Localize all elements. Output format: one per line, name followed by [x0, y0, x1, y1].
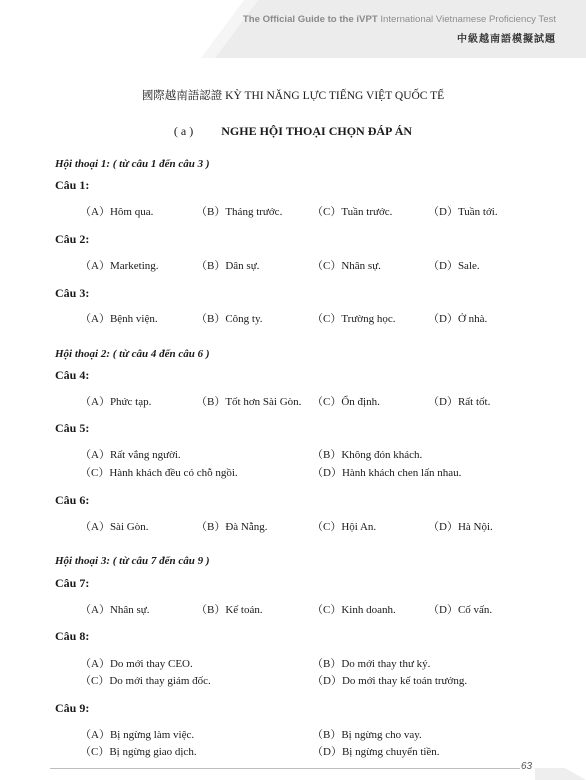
answer-option: （A）Phức tạp. — [80, 396, 152, 408]
answer-option: （B）Dân sự. — [196, 260, 260, 272]
answer-option: （D）Do mới thay kế toán trưởng. — [312, 675, 468, 687]
answer-option: （C）Ổn định. — [312, 396, 380, 408]
answer-option: （D）Tuần tới. — [428, 206, 498, 218]
page-number: 63 — [521, 761, 533, 772]
answer-option: （D）Cố vấn. — [428, 604, 493, 616]
section-name: NGHE HỘI THOẠI CHỌN ĐÁP ÁN — [221, 124, 413, 138]
question-label: Câu 2: — [55, 232, 90, 246]
question-label: Câu 8: — [55, 629, 90, 643]
dialogue-heading: Hội thoại 2: ( từ câu 4 đến câu 6 ) — [55, 348, 210, 360]
answer-option: （D）Bị ngừng chuyển tiền. — [312, 746, 440, 758]
answer-option: （B）Tháng trước. — [196, 206, 283, 218]
answer-option: （D）Hà Nội. — [428, 521, 493, 533]
answer-option: （C）Trường học. — [312, 313, 396, 325]
answer-option: （B）Kế toán. — [196, 604, 263, 616]
question-label: Câu 6: — [55, 493, 90, 507]
answer-option: （C）Hành khách đều có chỗ ngồi. — [80, 467, 238, 479]
answer-option: （B）Đà Nẵng. — [196, 521, 268, 533]
section-letter: ( a ) — [173, 124, 194, 138]
answer-option: （A）Nhân sự. — [80, 604, 150, 616]
exam-title: 國際越南語認證 KỲ THI NĂNG LỰC TIẾNG VIỆT QUỐC TẾ — [141, 90, 445, 102]
answer-option: （C）Kinh doanh. — [312, 604, 396, 616]
answer-option: （B）Không đón khách. — [312, 449, 423, 461]
answer-option: （C）Do mới thay giám đốc. — [80, 675, 211, 687]
footer-divider — [50, 768, 520, 769]
answer-option: （C）Nhân sự. — [312, 260, 381, 272]
answer-option: （A）Bị ngừng làm việc. — [80, 729, 195, 741]
section-title — [0, 124, 586, 139]
dialogue-heading: Hội thoại 1: ( từ câu 1 đến câu 3 ) — [55, 158, 210, 170]
question-label: Câu 3: — [55, 286, 90, 300]
answer-option: （C）Bị ngừng giao dịch. — [80, 746, 197, 758]
answer-option: （D）Rất tốt. — [428, 396, 491, 408]
answer-option: （A）Marketing. — [80, 260, 159, 272]
answer-option: （C）Hội An. — [312, 521, 377, 533]
book-title: The Official Guide to the iVPT International Vietnamese Proficiency Test — [242, 14, 556, 25]
answer-option: （D）Sale. — [428, 260, 480, 272]
answer-option: （A）Sài Gòn. — [80, 521, 149, 533]
answer-option: （B）Do mới thay thư ký. — [312, 658, 431, 670]
answer-option: （A）Bệnh viện. — [80, 313, 158, 325]
answer-option: （A）Hôm qua. — [80, 206, 154, 218]
answer-option: （B）Công ty. — [196, 313, 263, 325]
question-label: Câu 5: — [55, 421, 90, 435]
question-label: Câu 1: — [55, 178, 90, 192]
answer-option: （A）Do mới thay CEO. — [80, 658, 193, 670]
page-corner-decoration — [535, 740, 586, 780]
answer-option: （C）Tuần trước. — [312, 206, 393, 218]
answer-option: （A）Rất vắng người. — [80, 449, 181, 461]
header-band — [0, 0, 586, 62]
answer-option: （D）Ở nhà. — [428, 313, 488, 325]
book-subtitle: 中級越南語模擬試題 — [457, 34, 556, 45]
dialogue-heading: Hội thoại 3: ( từ câu 7 đến câu 9 ) — [55, 555, 210, 567]
question-label: Câu 9: — [55, 701, 90, 715]
answer-option: （D）Hành khách chen lấn nhau. — [312, 467, 462, 479]
question-label: Câu 7: — [55, 576, 90, 590]
answer-option: （B）Tốt hơn Sài Gòn. — [196, 396, 302, 408]
question-label: Câu 4: — [55, 368, 90, 382]
answer-option: （B）Bị ngừng cho vay. — [312, 729, 422, 741]
